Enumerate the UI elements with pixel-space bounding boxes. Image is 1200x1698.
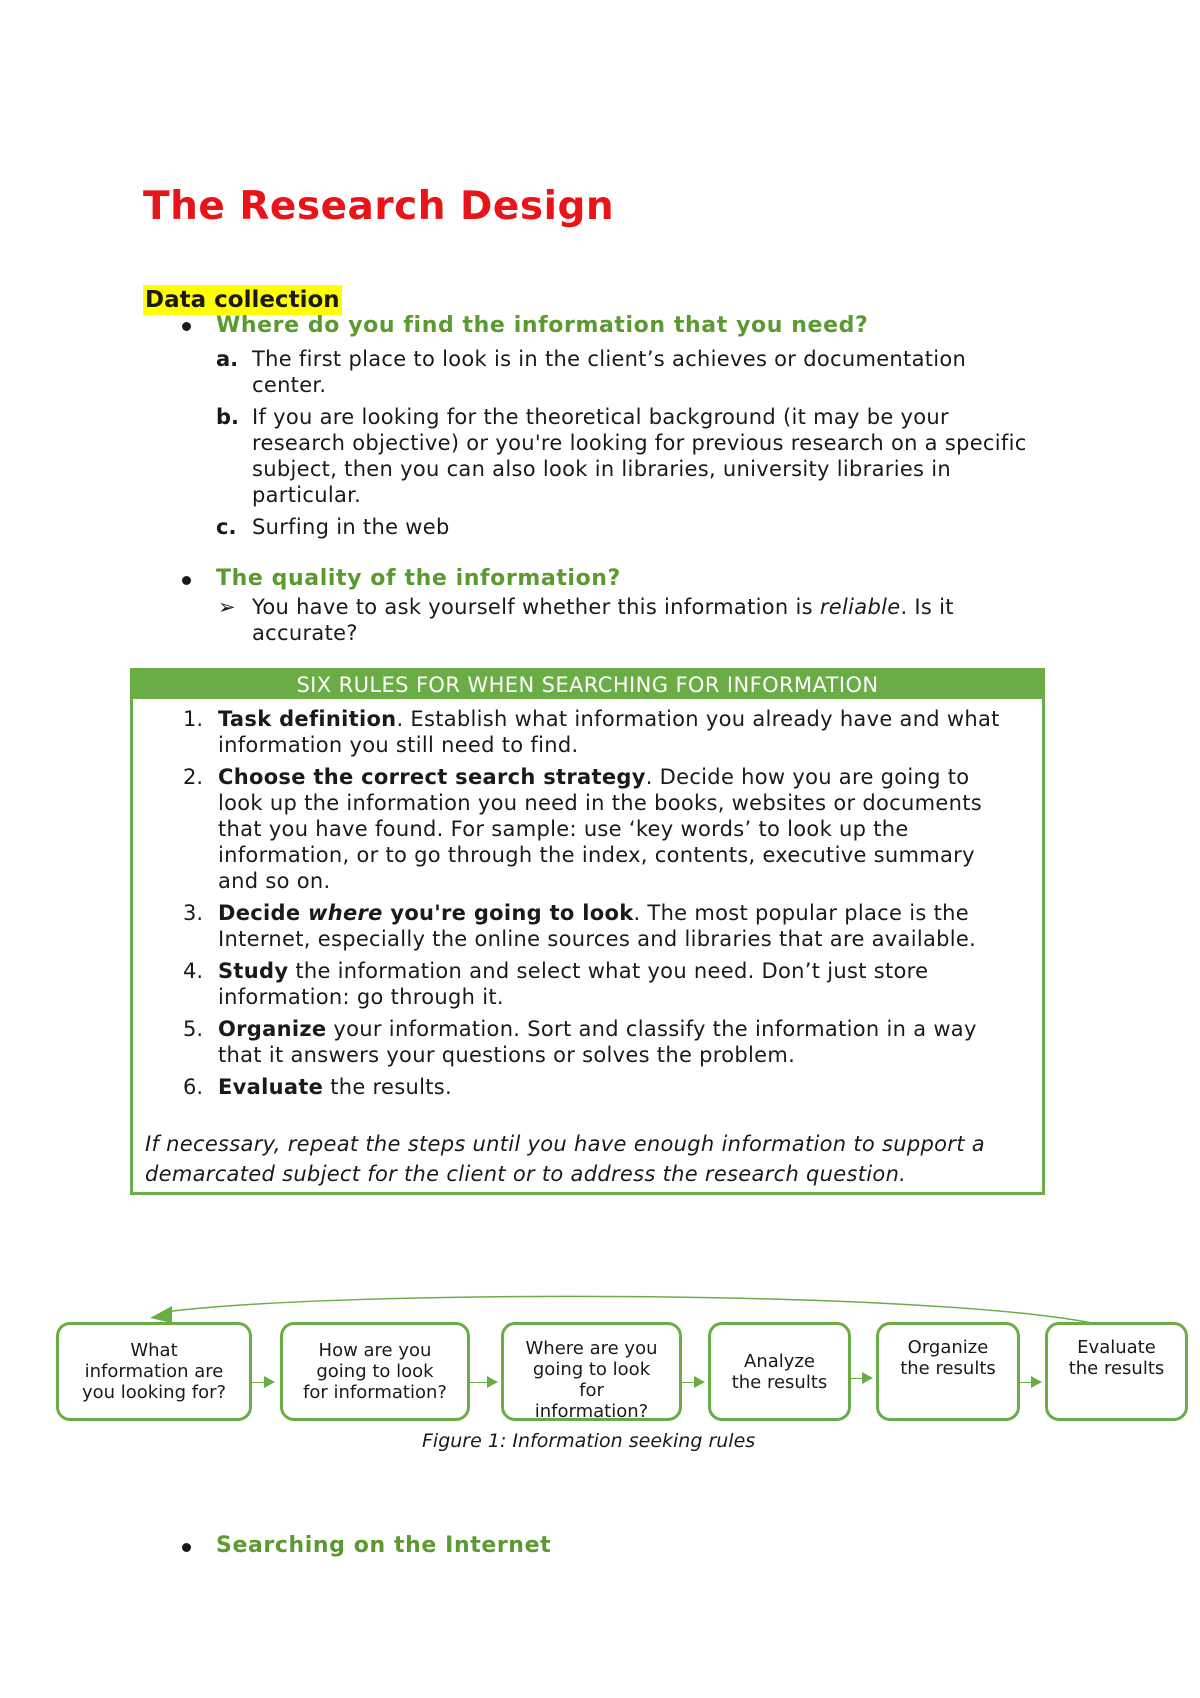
list-marker: c. (216, 515, 237, 539)
flow-step-organize (876, 1322, 1020, 1421)
list-marker: b. (216, 405, 240, 429)
flow-step-text (1069, 1337, 1165, 1379)
flow-step-line: you looking for? (81, 1382, 227, 1403)
rule-text: . The most popular place is the (633, 901, 969, 925)
list-item-line: particular. (252, 483, 362, 507)
rules-footer-line: If necessary, repeat the steps until you have enough information to support a (145, 1132, 985, 1156)
flow-step-line: Evaluate (1077, 1337, 1156, 1358)
flow-arrow-icon (264, 1376, 275, 1388)
flow-arrow-icon (694, 1376, 705, 1388)
flow-step-line: information? (534, 1401, 649, 1421)
flow-step-line: Where are you (525, 1338, 658, 1359)
figure-caption: Figure 1: Information seeking rules (422, 1430, 756, 1452)
rule-title: Study (218, 959, 289, 983)
bullet-question: Where do you find the information that you need? (216, 313, 869, 338)
flow-step-line: going to look (316, 1361, 434, 1382)
rule-line: and so on. (218, 869, 331, 893)
flow-step-line: How are you (318, 1340, 432, 1361)
rule-number: 2. (182, 765, 203, 789)
flow-step-line: What (130, 1340, 178, 1361)
flow-step-line: for information? (303, 1382, 447, 1403)
flow-step-line: Organize (907, 1337, 989, 1358)
rule-line: look up the information you need in the books, websites or documents (218, 791, 982, 815)
rule-text: . Establish what information you already have and what (396, 707, 1000, 731)
flow-arrow-icon (862, 1372, 873, 1384)
rules-box-header: SIX RULES FOR WHEN SEARCHING FOR INFORMATION (133, 671, 1042, 699)
rules-footer-line: demarcated subject for the client or to address the research question. (145, 1162, 907, 1186)
flow-step-how (280, 1322, 470, 1421)
flow-step-line: Analyze (744, 1350, 815, 1372)
rule-title: Choose the correct search strategy (218, 765, 646, 789)
list-item-line: center. (252, 373, 327, 397)
list-item-line: research objective) or you're looking for previous research on a specific (252, 431, 1027, 455)
flow-step-line: the results (900, 1358, 996, 1379)
rule-title: Evaluate (218, 1075, 324, 1099)
rule-title-emphasis: where (308, 901, 383, 925)
rule-text: your information. Sort and classify the information in a way (326, 1017, 977, 1041)
flow-step-what (56, 1322, 252, 1421)
list-marker: a. (216, 347, 239, 371)
list-item-line: subject, then you can also look in libraries, university libraries in (252, 457, 952, 481)
page-title: The Research Design (143, 184, 615, 229)
flow-step-text (82, 1340, 226, 1403)
flow-step-text (900, 1337, 996, 1379)
rule-line: that it answers your questions or solves the problem. (218, 1043, 796, 1067)
flow-step-line: going to look (532, 1359, 651, 1380)
flow-step-line: information are (84, 1361, 224, 1382)
flow-step-text (303, 1340, 447, 1403)
bullet-dot (182, 1543, 191, 1552)
rule-text: the results. (323, 1075, 452, 1099)
rule-title: Decide (218, 901, 309, 925)
rule-line: that you have found. For sample: use ‘key words’ to look up the (218, 817, 909, 841)
section-heading: Data collection (145, 287, 340, 313)
flow-step-line: for (579, 1380, 604, 1401)
rule-title: you're going to look (382, 901, 634, 925)
quality-text-end: . Is it (900, 595, 954, 619)
rule-number: 5. (182, 1017, 203, 1041)
list-item-line: Surfing in the web (252, 515, 450, 539)
bullet-question: The quality of the information? (216, 566, 621, 591)
flow-arrow-icon (1031, 1376, 1042, 1388)
quality-emphasis: reliable (819, 595, 901, 619)
rule-line: information: go through it. (218, 985, 504, 1009)
flow-arrow-icon (487, 1376, 498, 1388)
rule-line: information, or to go through the index, contents, executive summary (218, 843, 975, 867)
rule-title: Task definition (218, 707, 397, 731)
quality-text: You have to ask yourself whether this information is (252, 595, 820, 619)
rule-line: information you still need to find. (218, 733, 579, 757)
flow-step-text (526, 1338, 658, 1421)
rule-number: 6. (182, 1075, 203, 1099)
flow-step-line: the results (731, 1371, 828, 1393)
flow-step-analyze (708, 1322, 851, 1421)
list-item-line: If you are looking for the theoretical background (it may be your (252, 405, 949, 429)
rule-number: 3. (182, 901, 203, 925)
rule-number: 4. (182, 959, 203, 983)
feedback-arrow-head (150, 1306, 172, 1323)
rule-title: Organize (218, 1017, 327, 1041)
rule-text: the information and select what you need. Don’t just store (288, 959, 929, 983)
quality-line: accurate? (252, 621, 358, 645)
flow-step-line: the results (1068, 1358, 1165, 1379)
rule-line: Internet, especially the online sources and libraries that are available. (218, 927, 977, 951)
arrow-bullet-icon: ➢ (218, 595, 236, 619)
next-section-heading: Searching on the Internet (216, 1533, 552, 1558)
flow-step-evaluate (1045, 1322, 1188, 1421)
rule-text: . Decide how you are going to (645, 765, 970, 789)
flow-step-text (732, 1351, 828, 1393)
flow-step-where (501, 1322, 682, 1421)
list-item-line: The first place to look is in the client’s achieves or documentation (252, 347, 967, 371)
rule-number: 1. (182, 707, 203, 731)
